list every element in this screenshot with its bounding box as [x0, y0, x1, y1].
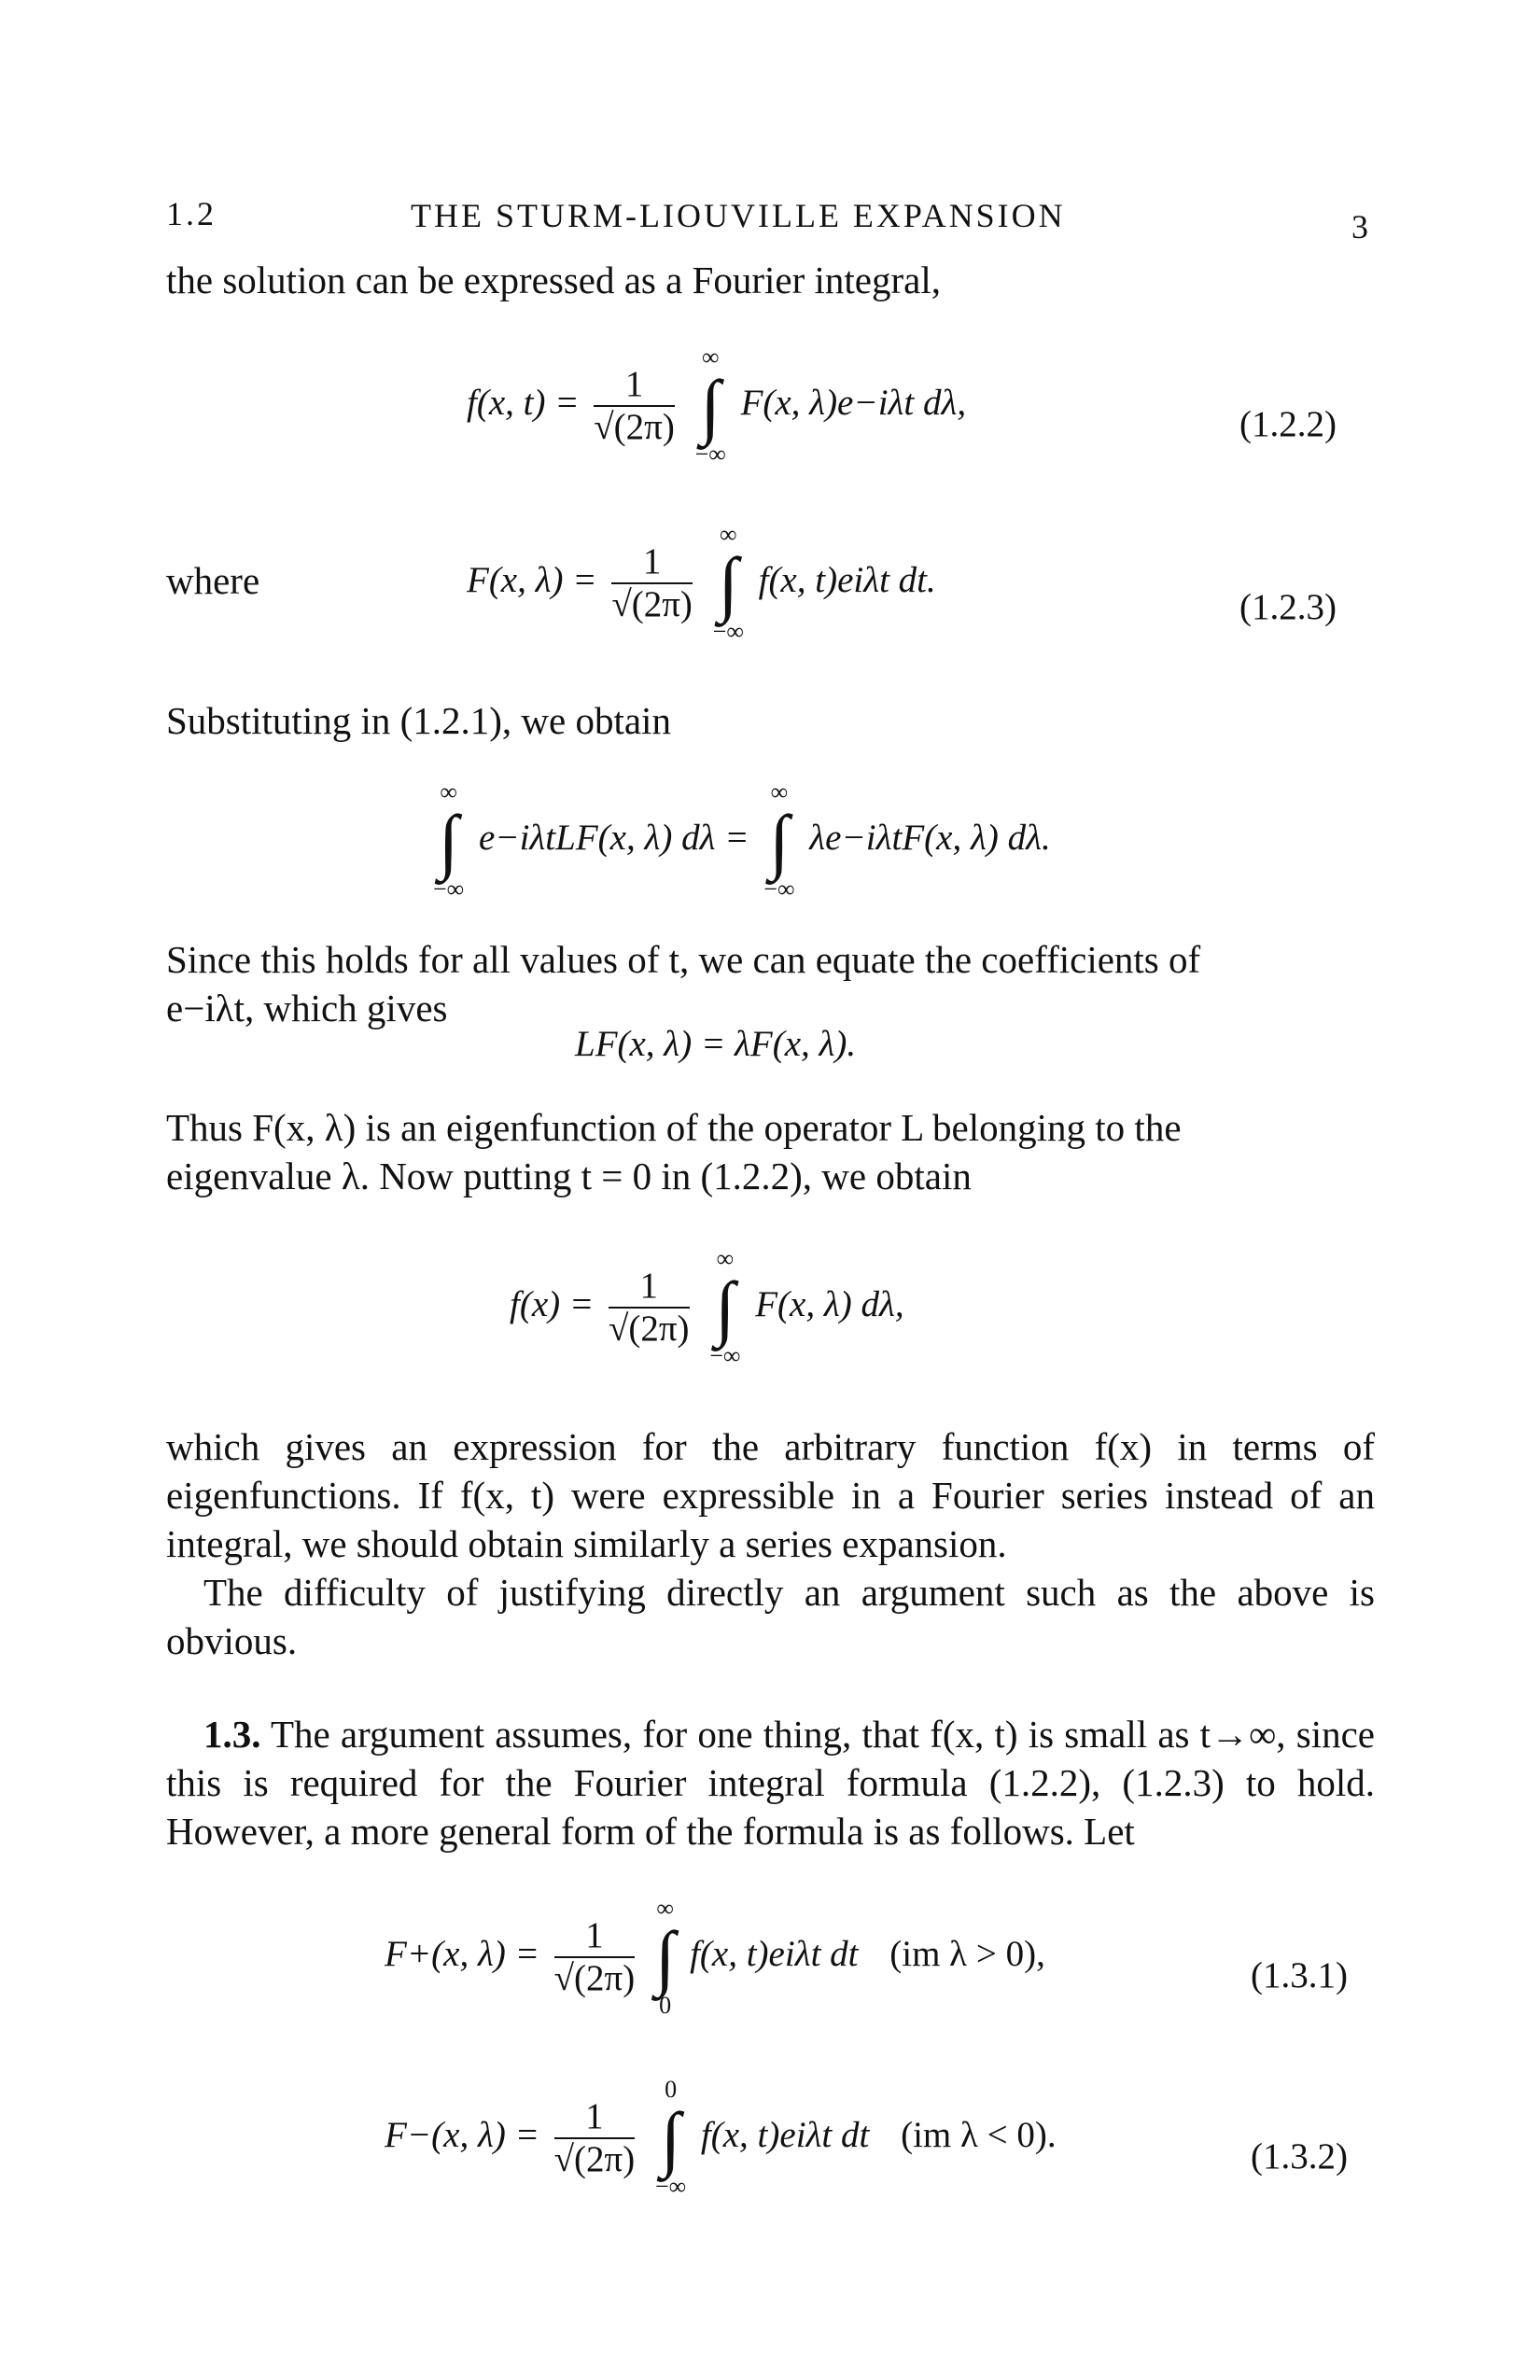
equation-number-1-3-2: (1.3.2) [1251, 2136, 1348, 2177]
equation-number-1-2-2: (1.2.2) [1239, 404, 1337, 444]
eq131-fraction [554, 1915, 636, 1999]
equation-eigen: LF(x, λ) = λF(x, λ). [575, 1024, 857, 1064]
paragraph-2-text: Substituting in (1.2.1), we obtain [166, 699, 671, 742]
eq-sub-upper-1: ∞ [440, 778, 457, 805]
eq-fx-integral [709, 1245, 740, 1370]
eq-sub-integral-1 [433, 778, 464, 903]
paragraph-6-text: The difficulty of justifying directly an argument such as the above is obvious. [166, 1571, 1375, 1662]
eq132-denominator: √(2π) [553, 2139, 636, 2179]
equation-1-2-3 [467, 521, 936, 646]
section-number: 1.2 [166, 195, 217, 232]
eq-fx-upper-limit: ∞ [716, 1245, 735, 1272]
equation-number-1-3-1: (1.3.1) [1251, 1955, 1348, 1995]
integral-sign-icon: ∫ [718, 542, 738, 623]
eq122-lhs: f(x, t) = [467, 382, 580, 423]
eq131-integrand: f(x, t)eiλt dt [690, 1933, 859, 1974]
equation-1-3-2 [385, 2076, 1057, 2201]
eq132-condition: (im λ < 0). [901, 2114, 1057, 2155]
eq-sub-lower-1: −∞ [433, 875, 465, 903]
eq131-lower-limit: 0 [659, 1992, 672, 2019]
eq-fx-lower-limit: −∞ [709, 1342, 741, 1369]
eq131-numerator: 1 [554, 1915, 636, 1958]
eq-sub-upper-2: ∞ [770, 778, 789, 805]
eq122-denominator: √(2π) [594, 407, 675, 447]
section-1-3-number: 1.3. [203, 1713, 261, 1756]
eq132-lhs: F−(x, λ) = [385, 2114, 539, 2155]
equation-number-1-2-3: (1.2.3) [1239, 587, 1337, 627]
paragraph-1-text: the solution can be expressed as a Fourier integral, [166, 259, 941, 301]
eq-fx-integrand: F(x, λ) dλ, [755, 1283, 904, 1324]
eq123-lower-limit: −∞ [712, 618, 744, 645]
eq131-integral [655, 1895, 675, 2020]
equation-fx [510, 1245, 904, 1370]
eq122-lower-limit: −∞ [694, 441, 726, 468]
eq123-denominator: √(2π) [611, 584, 693, 624]
eq122-upper-limit: ∞ [701, 343, 720, 371]
paragraph-4-line-1: Thus F(x, λ) is an eigenfunction of the operator L belonging to the [166, 1106, 1182, 1149]
paragraph-7-body: The argument assumes, for one thing, that f(x, t) is small as t→∞, since this is required for the Fourier integral formula (1.2.2), (1.2.3) to hold. However, a more general form of the formula is as follows. Let [166, 1713, 1376, 1853]
paragraph-5-text: which gives an expression for the arbitrary function f(x) in terms of eigenfunctions. If f(x, t) were expressible in a Fourier series instead of an integral, we should obtain similarly a series expansion. [166, 1425, 1375, 1565]
eq123-lhs: F(x, λ) = [467, 559, 597, 600]
eq131-denominator: √(2π) [553, 1958, 636, 1998]
eq122-integral [695, 343, 726, 469]
integral-sign-icon: ∫ [769, 800, 790, 881]
equation-1-3-1 [385, 1895, 1045, 2020]
paragraph-6 [166, 1568, 1375, 1665]
eq123-upper-limit: ∞ [719, 521, 737, 548]
eq132-numerator: 1 [554, 2096, 636, 2139]
eq-sub-integral-2 [763, 778, 794, 903]
paragraph-4-line-2: eigenvalue λ. Now putting t = 0 in (1.2.2), we obtain [166, 1155, 972, 1197]
integral-sign-icon: ∫ [715, 1267, 735, 1348]
where-label: where [166, 559, 260, 602]
eq132-fraction [554, 2096, 636, 2180]
paragraph-4 [166, 1103, 1375, 1200]
eq-fx-numerator: 1 [609, 1266, 690, 1309]
paragraph-1 [166, 256, 1375, 304]
eq-sub-lower-2: −∞ [763, 875, 795, 903]
eq-sub-integrand-1: e−iλtLF(x, λ) dλ = [478, 817, 749, 858]
integral-sign-icon: ∫ [438, 800, 459, 881]
eq-fx-denominator: √(2π) [608, 1309, 690, 1349]
eq132-upper-limit: 0 [665, 2076, 678, 2103]
eq132-lower-limit: −∞ [654, 2173, 687, 2200]
eq131-upper-limit: ∞ [656, 1895, 674, 1922]
eq122-fraction [594, 364, 675, 448]
eq123-integrand: f(x, t)eiλt dt. [758, 559, 936, 600]
paragraph-2 [166, 696, 1375, 745]
eq-sub-integrand-2: λe−iλtF(x, λ) dλ. [809, 817, 1051, 858]
paragraph-3-line-2: e−iλt, which gives [166, 987, 448, 1029]
eq123-numerator: 1 [611, 541, 693, 584]
page-number: 3 [1351, 208, 1371, 245]
eq-fx-lhs: f(x) = [510, 1283, 595, 1324]
integral-sign-icon: ∫ [654, 1916, 676, 1997]
integral-sign-icon: ∫ [700, 365, 721, 446]
eq132-integrand: f(x, t)eiλt dt [700, 2114, 870, 2155]
eq-fx-fraction [609, 1266, 690, 1350]
paragraph-3 [166, 935, 1375, 1032]
eq122-numerator: 1 [594, 364, 675, 407]
eq131-lhs: F+(x, λ) = [385, 1933, 539, 1974]
running-title: THE STURM-LIOUVILLE EXPANSION [411, 197, 1066, 234]
paragraph-7 [166, 1710, 1375, 1855]
paragraph-3-line-1: Since this holds for all values of t, we can equate the coefficients of [166, 938, 1201, 981]
paragraph-5 [166, 1422, 1375, 1568]
equation-substitution [427, 778, 1051, 903]
eq123-fraction [611, 541, 693, 625]
integral-sign-icon: ∫ [660, 2097, 681, 2178]
eq122-integrand: F(x, λ)e−iλt dλ, [740, 382, 967, 423]
eq132-integral [655, 2076, 686, 2201]
eq123-integral [713, 521, 744, 646]
eq131-condition: (im λ > 0), [889, 1933, 1045, 1974]
equation-1-2-2 [467, 343, 966, 469]
paragraph-7-text [166, 1710, 1375, 1855]
